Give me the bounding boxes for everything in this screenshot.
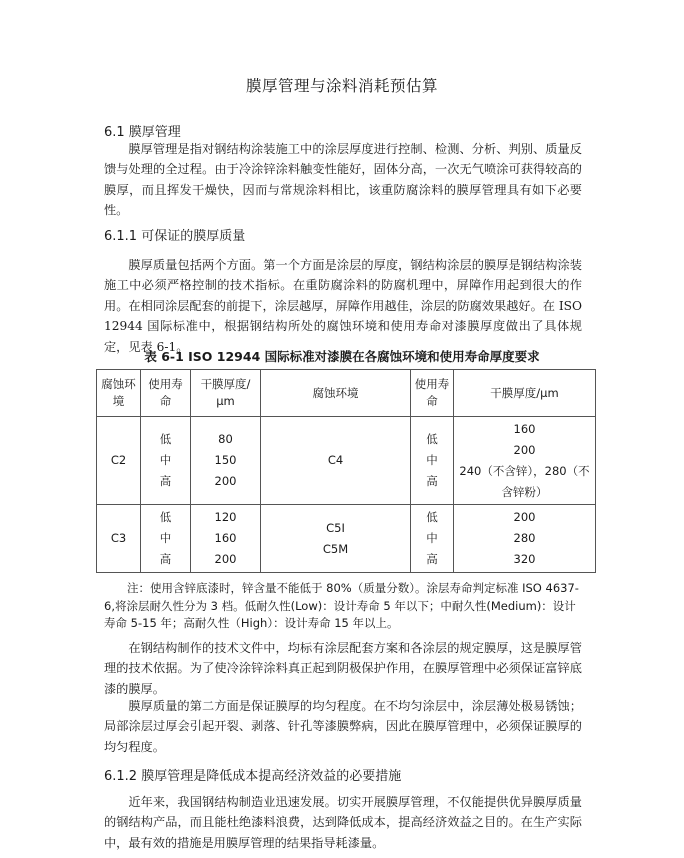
paragraph-technical-basis: 在钢结构制作的技术文件中，均标有涂层配套方案和各涂层的规定膜厚，这是膜厚管理的技术依据。为了使冷涂锌涂料真正起到阴极保护作用，在膜厚管理中必须保证富锌底漆的膜厚。 (104, 641, 582, 696)
section-6-1-2-heading: 6.1.2 膜厚管理是降低成本提高经济效益的必要措施 (104, 769, 402, 784)
cell-dft: 160 200 240（不含锌），280（不含锌粉） (454, 417, 596, 505)
paragraph-uniformity: 膜厚质量的第二方面是保证膜厚的均匀程度。在不均匀涂层中，涂层薄处极易锈蚀；局部涂层过厚会引起开裂、剥落、针孔等漆膜弊病，因此在膜厚管理中，必须保证膜厚的均匀程度。 (104, 699, 582, 754)
cell-env: C4 (261, 417, 411, 505)
table-row (97, 505, 596, 573)
header-dft-2: 干膜厚度/μm (454, 370, 596, 417)
table-note: 注：使用含锌底漆时，锌含量不能低于 80%（质量分数）。涂层寿命判定标准 ISO 4637-6,将涂层耐久性分为 3 档。低耐久性(Low)：设计寿命 5 年以下；中耐久性(Medium)：设计寿命 5-15 年；高耐久性（High）：设计寿命 15 年以上。 (104, 581, 579, 630)
cell-life: 低 中 高 (141, 505, 191, 573)
header-env-1: 腐蚀环境 (97, 370, 141, 417)
header-life-2: 使用寿命 (411, 370, 454, 417)
cell-life: 低 中 高 (411, 417, 454, 505)
header-life-1: 使用寿命 (141, 370, 191, 417)
section-6-1-2-paragraph: 近年来，我国钢结构制造业迅速发展。切实开展膜厚管理，不仅能提供优异膜厚质量的钢结构产品，而且能杜绝漆料浪费，达到降低成本，提高经济效益之目的。在生产实际中，最有效的措施是用膜厚管理的结果指导耗漆量。 (104, 795, 582, 850)
iso-12944-table (96, 369, 596, 573)
table-header-row (97, 370, 596, 417)
header-dft-1: 干膜厚度/μm (191, 370, 261, 417)
document-title: 膜厚管理与涂料消耗预估算 (245, 77, 438, 95)
cell-dft: 80 150 200 (191, 417, 261, 505)
cell-dft: 200 280 320 (454, 505, 596, 573)
section-6-1-1-paragraph: 膜厚质量包括两个方面。第一个方面是涂层的厚度，钢结构涂层的膜厚是钢结构涂装施工中必须严格控制的技术指标。在重防腐涂料的防腐机理中，屏障作用起到很大的作用。在相同涂层配套的前提下，涂层越厚，屏障作用越佳，涂层的防腐效果越好。在 ISO 12944 国际标准中，根据钢结构所处的腐蚀环境和使用寿命对漆膜厚度做出了具体规定，见表 6-1。 (104, 258, 582, 354)
section-6-1-1-heading: 6.1.1 可保证的膜厚质量 (104, 229, 246, 244)
cell-life: 低 中 高 (141, 417, 191, 505)
header-env-2: 腐蚀环境 (261, 370, 411, 417)
cell-env: C3 (97, 505, 141, 573)
cell-dft: 120 160 200 (191, 505, 261, 573)
cell-life: 低 中 高 (411, 505, 454, 573)
section-6-1-heading: 6.1 膜厚管理 (104, 125, 181, 140)
cell-env: C2 (97, 417, 141, 505)
cell-env: C5I C5M (261, 505, 411, 573)
table-caption: 表 6-1 ISO 12944 国际标准对漆膜在各腐蚀环境和使用寿命厚度要求 (144, 349, 540, 364)
section-6-1-paragraph: 膜厚管理是指对钢结构涂装施工中的涂层厚度进行控制、检测、分析、判别、质量反馈与处理的全过程。由于冷涂锌涂料触变性能好，固体分高，一次无气喷涂可获得较高的膜厚，而且挥发干燥快，因而与常规涂料相比，该重防腐涂料的膜厚管理具有如下必要性。 (104, 142, 582, 218)
table-row (97, 417, 596, 505)
